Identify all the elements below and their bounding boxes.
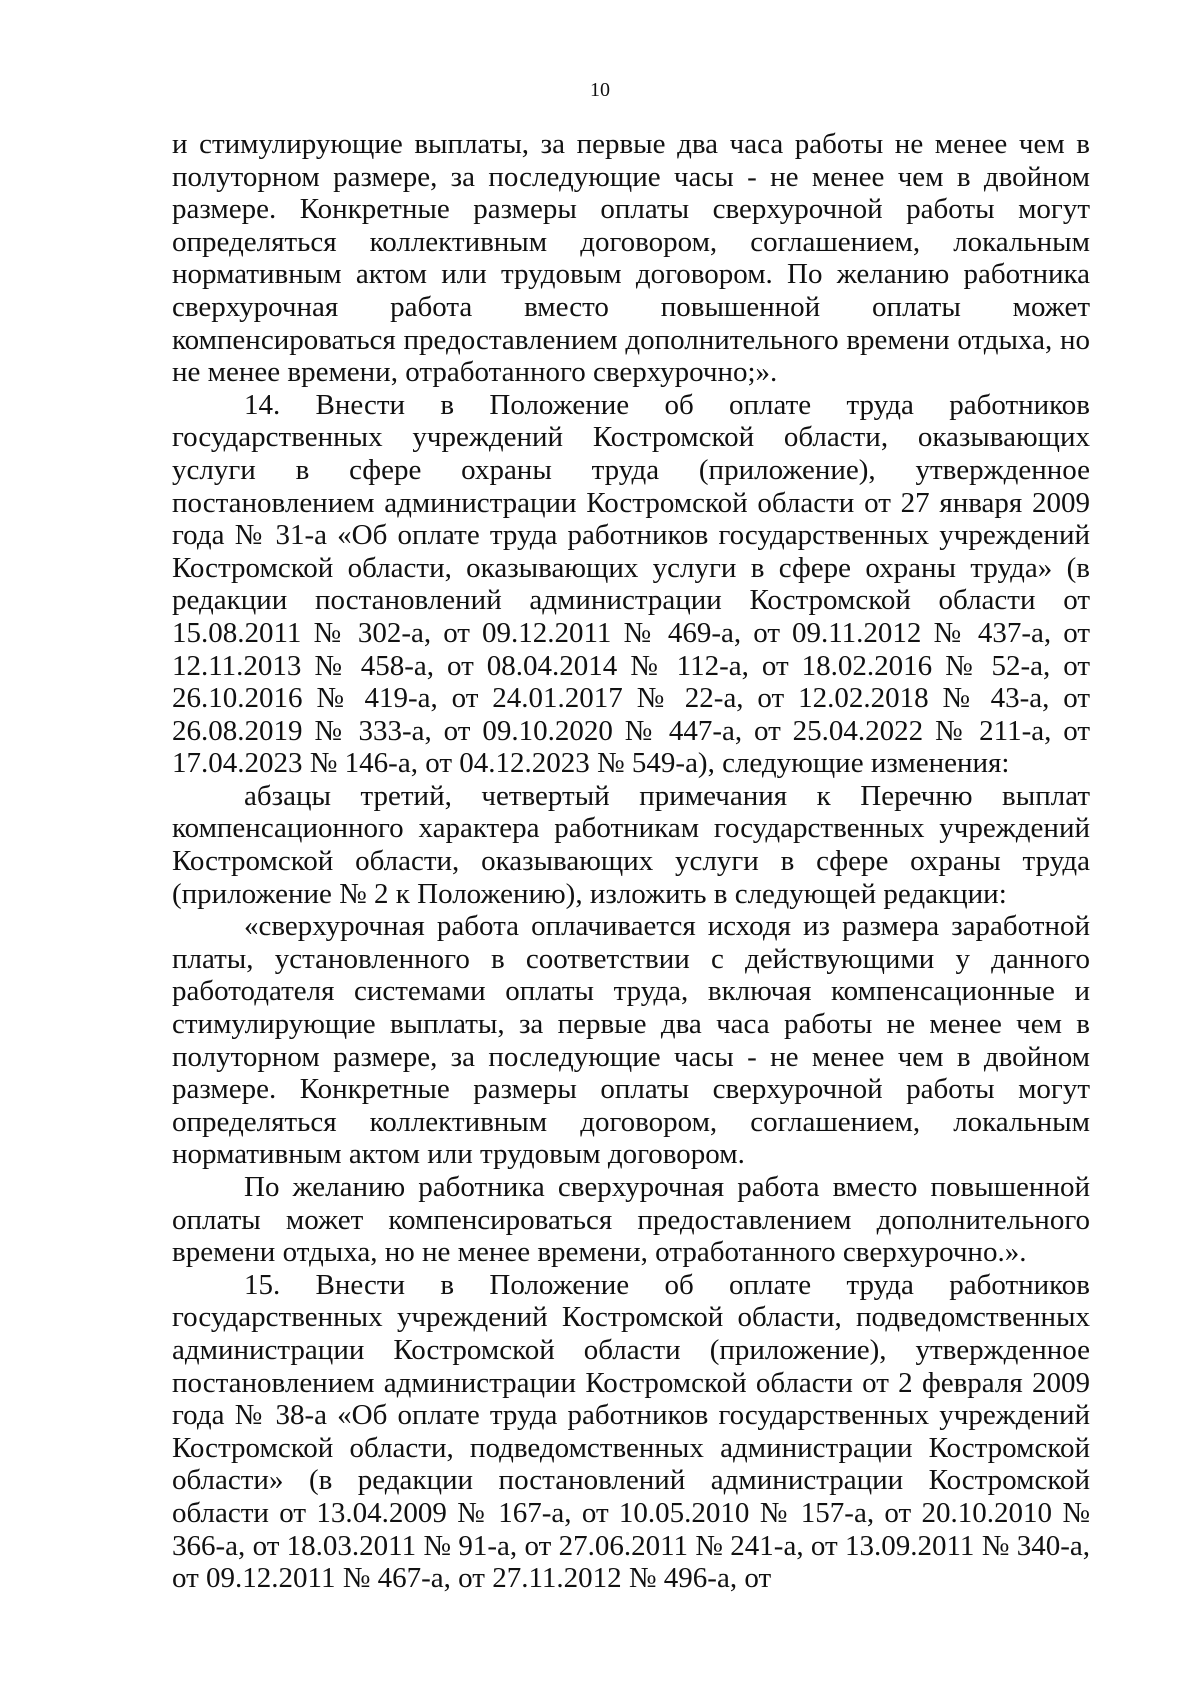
paragraph-quoted-overtime: «сверхурочная работа оплачивается исходя из размера заработной платы, установленного в соответствии с действующими у данного работодателя системами оплаты труда, включая компенсационные и стимулирующие выплаты, за первые два часа работы не менее чем в полуторном размере, за последующие часы - не менее чем в двойном размере. Конкретные размеры оплаты сверхурочной работы могут определяться коллективным договором, соглашением, локальным нормативным актом или трудовым договором. [172,910,1090,1171]
paragraph-item-14: 14. Внести в Положение об оплате труда работников государственных учреждений Костромской области, оказывающих услуги в сфере охраны труда (приложение), утвержденное постановлением администрации Костромской области от 27 января 2009 года № 31-а «Об оплате труда работников государственных учреждений Костромской области, оказывающих услуги в сфере охраны труда» (в редакции постановлений администрации Костромской области от 15.08.2011 № 302-а, от 09.12.2011 № 469-а, от 09.11.2012 № 437-а, от 12.11.2013 № 458-а, от 08.04.2014 № 112-а, от 18.02.2016 № 52-а, от 26.10.2016 № 419-а, от 24.01.2017 № 22-а, от 12.02.2018 № 43-а, от 26.08.2019 № 333-а, от 09.10.2020 № 447-а, от 25.04.2022 № 211-а, от 17.04.2023 № 146-а, от 04.12.2023 № 549-а), следующие изменения: [172,388,1090,780]
paragraph-continuation: и стимулирующие выплаты, за первые два часа работы не менее чем в полуторном размере, за последующие часы - не менее чем в двойном размере. Конкретные размеры оплаты сверхурочной работы могут определяться коллективным договором, соглашением, локальным нормативным актом или трудовым договором. По желанию работника сверхурочная работа вместо повышенной оплаты может компенсироваться предоставлением дополнительного времени отдыха, но не менее времени, отработанного сверхурочно;». [172,128,1090,389]
paragraph-abzacy: абзацы третий, четвертый примечания к Перечню выплат компенсационного характера работникам государственных учреждений Костромской области, оказывающих услуги в сфере охраны труда (приложение № 2 к Положению), изложить в следующей редакции: [172,779,1090,910]
document-body [172,128,1090,1595]
paragraph-item-15: 15. Внести в Положение об оплате труда работников государственных учреждений Костромской области, подведомственных администрации Костромской области (приложение), утвержденное постановлением администрации Костромской области от 2 февраля 2009 года № 38-а «Об оплате труда работников государственных учреждений Костромской области, подведомственных администрации Костромской области» (в редакции постановлений администрации Костромской области от 13.04.2009 № 167-а, от 10.05.2010 № 157-а, от 20.10.2010 № 366-а, от 18.03.2011 № 91-а, от 27.06.2011 № 241-а, от 13.09.2011 № 340-а, от 09.12.2011 № 467-а, от 27.11.2012 № 496-а, от [172,1268,1090,1595]
page-number: 10 [590,79,610,101]
paragraph-compensation-rest: По желанию работника сверхурочная работа вместо повышенной оплаты может компенсироваться предоставлением дополнительного времени отдыха, но не менее времени, отработанного сверхурочно.». [172,1171,1090,1269]
